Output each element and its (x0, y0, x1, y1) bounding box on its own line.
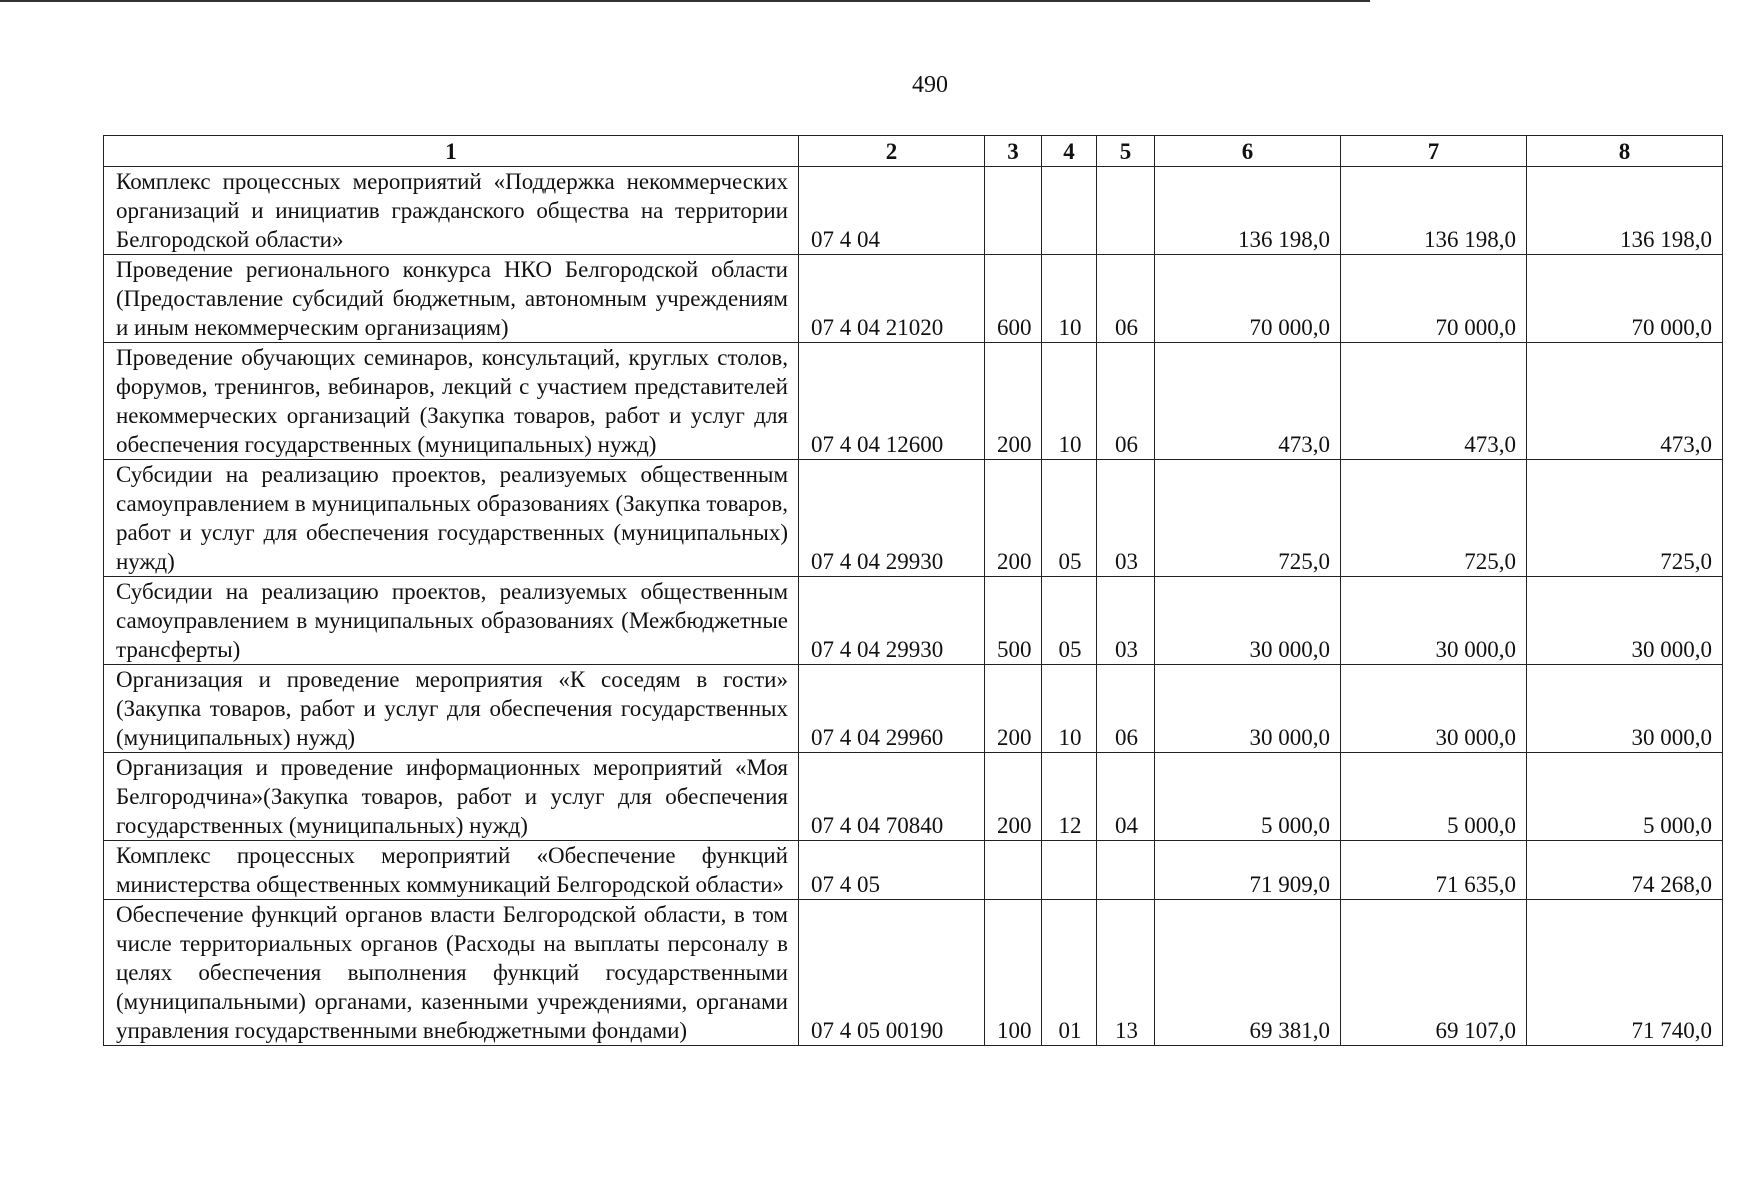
column-header: 7 (1341, 136, 1527, 167)
table-row (104, 577, 1723, 665)
table-header-row (104, 136, 1723, 167)
row-amount-6: 71 909,0 (1155, 841, 1341, 900)
row-amount-8: 30 000,0 (1527, 665, 1723, 753)
row-amount-6: 70 000,0 (1155, 255, 1341, 343)
row-col4: 05 (1042, 460, 1097, 577)
table-row (104, 753, 1723, 841)
row-col5: 03 (1097, 577, 1155, 665)
row-amount-6: 69 381,0 (1155, 900, 1341, 1046)
row-amount-7: 69 107,0 (1341, 900, 1527, 1046)
row-amount-7: 71 635,0 (1341, 841, 1527, 900)
row-col5: 06 (1097, 343, 1155, 460)
row-amount-8: 30 000,0 (1527, 577, 1723, 665)
row-col4 (1042, 167, 1097, 255)
row-amount-7: 30 000,0 (1341, 665, 1527, 753)
table-row (104, 255, 1723, 343)
column-header: 4 (1042, 136, 1097, 167)
row-code: 07 4 05 00190 (799, 900, 985, 1046)
row-col4: 10 (1042, 255, 1097, 343)
row-amount-7: 70 000,0 (1341, 255, 1527, 343)
row-amount-8: 5 000,0 (1527, 753, 1723, 841)
row-code: 07 4 04 21020 (799, 255, 985, 343)
row-amount-8: 70 000,0 (1527, 255, 1723, 343)
row-col3: 500 (985, 577, 1042, 665)
top-rule (0, 0, 1370, 2)
row-col4 (1042, 841, 1097, 900)
row-code: 07 4 04 70840 (799, 753, 985, 841)
row-amount-6: 136 198,0 (1155, 167, 1341, 255)
row-col3 (985, 167, 1042, 255)
row-name: Субсидии на реализацию проектов, реализуемых общественным самоуправлением в муниципальных образованиях (Закупка товаров, работ и услуг для обеспечения государственных (муниципальных) нужд) (104, 460, 799, 577)
row-amount-7: 30 000,0 (1341, 577, 1527, 665)
row-col5: 06 (1097, 665, 1155, 753)
budget-table (103, 135, 1723, 1046)
row-col3: 100 (985, 900, 1042, 1046)
row-amount-6: 5 000,0 (1155, 753, 1341, 841)
row-col3: 600 (985, 255, 1042, 343)
column-header: 1 (104, 136, 799, 167)
row-amount-7: 136 198,0 (1341, 167, 1527, 255)
row-col3: 200 (985, 460, 1042, 577)
row-name: Обеспечение функций органов власти Белгородской области, в том числе территориальных органов (Расходы на выплаты персоналу в целях обеспечения выполнения функций государственными (муниципальными) органами, казенными учреждениями, органами управления государственными внебюджетными фондами) (104, 900, 799, 1046)
row-amount-6: 473,0 (1155, 343, 1341, 460)
row-col4: 10 (1042, 665, 1097, 753)
row-code: 07 4 04 (799, 167, 985, 255)
row-col3 (985, 841, 1042, 900)
row-amount-8: 136 198,0 (1527, 167, 1723, 255)
row-amount-7: 725,0 (1341, 460, 1527, 577)
row-amount-7: 473,0 (1341, 343, 1527, 460)
row-col4: 10 (1042, 343, 1097, 460)
row-name: Субсидии на реализацию проектов, реализуемых общественным самоуправлением в муниципальных образованиях (Межбюджетные трансферты) (104, 577, 799, 665)
table-row (104, 167, 1723, 255)
column-header: 6 (1155, 136, 1341, 167)
row-name: Организация и проведение информационных мероприятий «Моя Белгородчина»(Закупка товаров, работ и услуг для обеспечения государственных (муниципальных) нужд) (104, 753, 799, 841)
row-amount-8: 74 268,0 (1527, 841, 1723, 900)
row-code: 07 4 04 12600 (799, 343, 985, 460)
page-number: 490 (912, 72, 948, 98)
row-code: 07 4 04 29960 (799, 665, 985, 753)
row-col5: 06 (1097, 255, 1155, 343)
row-name: Организация и проведение мероприятия «К соседям в гости» (Закупка товаров, работ и услуг для обеспечения государственных (муниципальных) нужд) (104, 665, 799, 753)
row-name: Проведение регионального конкурса НКО Белгородской области (Предоставление субсидий бюджетным, автономным учреждениям и иным некоммерческим организациям) (104, 255, 799, 343)
row-code: 07 4 05 (799, 841, 985, 900)
row-col5: 13 (1097, 900, 1155, 1046)
row-col3: 200 (985, 665, 1042, 753)
row-amount-8: 71 740,0 (1527, 900, 1723, 1046)
row-name: Комплекс процессных мероприятий «Поддержка некоммерческих организаций и инициатив гражданского общества на территории Белгородской области» (104, 167, 799, 255)
column-header: 2 (799, 136, 985, 167)
row-col4: 12 (1042, 753, 1097, 841)
row-col4: 01 (1042, 900, 1097, 1046)
row-code: 07 4 04 29930 (799, 577, 985, 665)
table-row (104, 841, 1723, 900)
table-row (104, 665, 1723, 753)
row-name: Комплекс процессных мероприятий «Обеспечение функций министерства общественных коммуникаций Белгородской области» (104, 841, 799, 900)
row-amount-8: 725,0 (1527, 460, 1723, 577)
row-amount-6: 725,0 (1155, 460, 1341, 577)
row-col5: 03 (1097, 460, 1155, 577)
row-amount-6: 30 000,0 (1155, 577, 1341, 665)
row-col3: 200 (985, 343, 1042, 460)
row-col5 (1097, 841, 1155, 900)
row-col5 (1097, 167, 1155, 255)
table-row (104, 460, 1723, 577)
row-amount-7: 5 000,0 (1341, 753, 1527, 841)
row-code: 07 4 04 29930 (799, 460, 985, 577)
table-row (104, 900, 1723, 1046)
column-header: 5 (1097, 136, 1155, 167)
row-col5: 04 (1097, 753, 1155, 841)
column-header: 8 (1527, 136, 1723, 167)
row-col3: 200 (985, 753, 1042, 841)
row-amount-6: 30 000,0 (1155, 665, 1341, 753)
column-header: 3 (985, 136, 1042, 167)
row-name: Проведение обучающих семинаров, консультаций, круглых столов, форумов, тренингов, вебинаров, лекций с участием представителей некоммерческих организаций (Закупка товаров, работ и услуг для обеспечения государственных (муниципальных) нужд) (104, 343, 799, 460)
row-amount-8: 473,0 (1527, 343, 1723, 460)
row-col4: 05 (1042, 577, 1097, 665)
table-row (104, 343, 1723, 460)
